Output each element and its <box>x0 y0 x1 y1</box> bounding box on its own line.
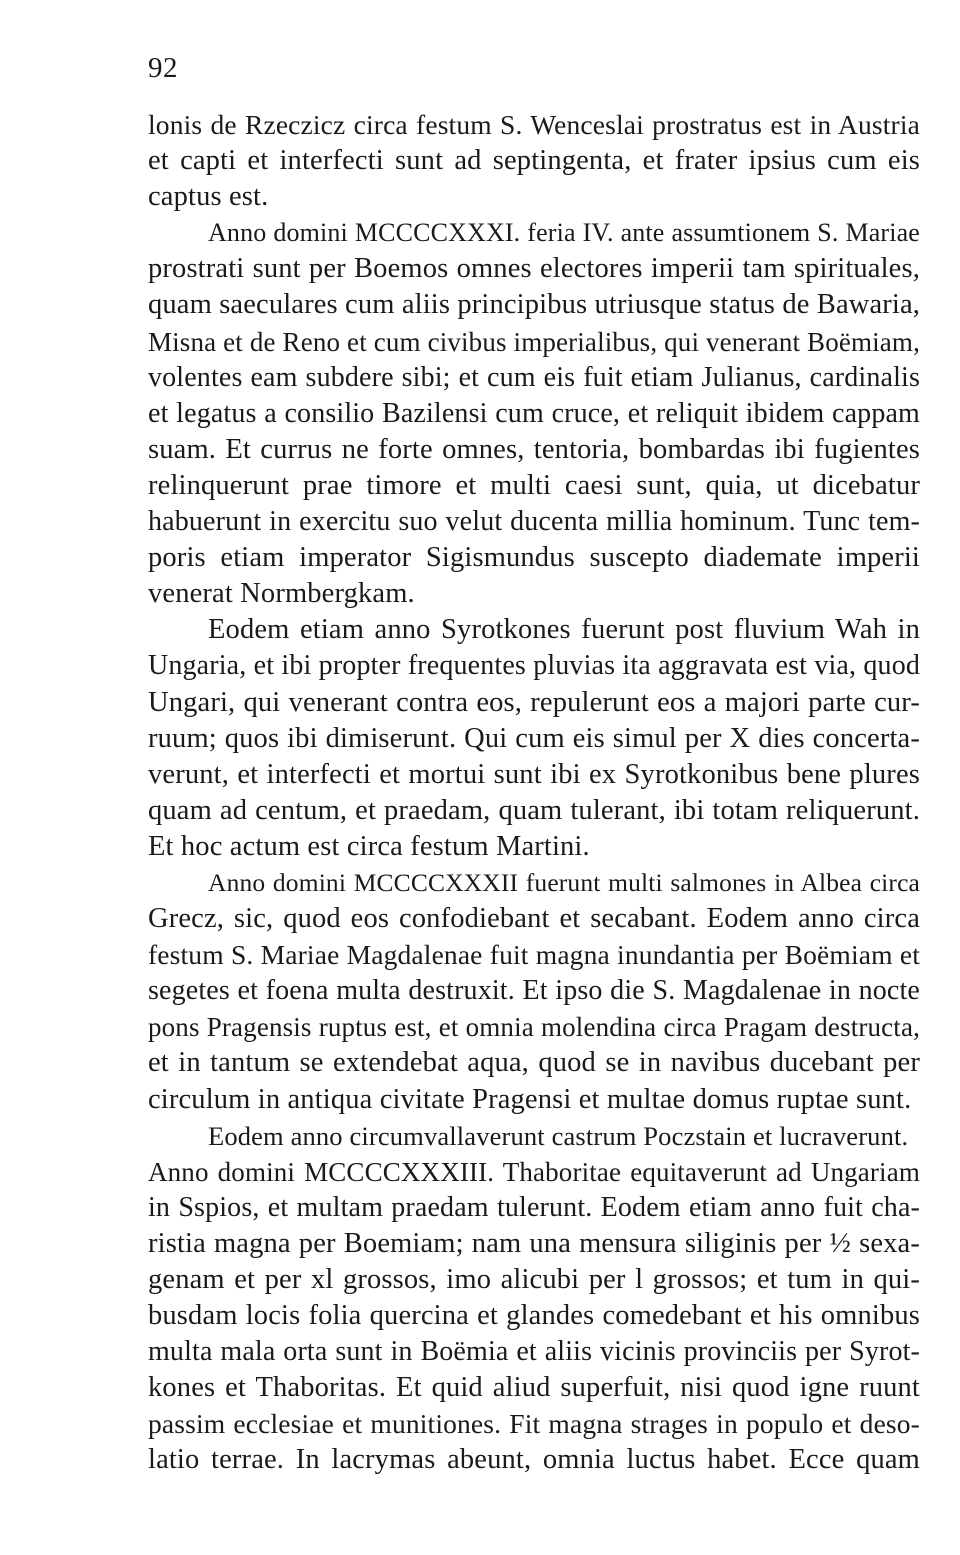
text-line: in Sspios, et multam praedam tulerunt. Eodem etiam anno fuit cha- <box>148 1191 920 1223</box>
text-line: Anno domini MCCCCXXXIII. Thaboritae equitaverunt ad Ungariam <box>148 1156 920 1187</box>
page-number: 92 <box>148 52 178 84</box>
text-line: relinquerunt prae timore et multi caesi sunt, quia, ut dicebatur <box>148 469 920 501</box>
text-line: lonis de Rzeczicz circa festum S. Wenceslai prostratus est in Austria <box>148 109 920 140</box>
text-line: poris etiam imperator Sigismundus suscepto diademate imperii <box>148 542 920 574</box>
text-line: quam saeculares cum aliis principibus utriusque status de Bawaria, <box>148 289 921 321</box>
text-line: venerat Normbergkam. <box>148 578 415 610</box>
text-line: prostrati sunt per Boemos omnes electores imperii tam spirituales, <box>148 253 920 285</box>
text-line: captus est. <box>148 181 269 213</box>
text-line: passim ecclesiae et munitiones. Fit magna strages in populo et deso- <box>148 1408 920 1440</box>
text-line: Ungari, qui venerant contra eos, repulerunt eos a majori parte cur- <box>148 686 920 718</box>
text-line: Misna et de Reno et cum civibus imperialibus, qui venerant Boëmiam, <box>148 326 920 357</box>
text-line: genam et per xl grossos, imo alicubi per l grossos; et tum in qui- <box>148 1264 920 1295</box>
text-line: et legatus a consilio Bazilensi cum cruce, et reliquit ibidem cappam <box>148 397 920 429</box>
text-line: suam. Et currus ne forte omnes, tentoria, bombardas ibi fugientes <box>148 433 920 465</box>
text-line: quam ad centum, et praedam, quam tulerant, ibi totam reliquerunt. <box>148 794 920 826</box>
text-line: ristia magna per Boemiam; nam una mensura siliginis per ½ sexa- <box>148 1227 920 1259</box>
text-line: Ungaria, et ibi propter frequentes pluvias ita aggravata est via, quod <box>148 650 920 682</box>
text-line: segetes et foena multa destruxit. Et ipso die S. Magdalenae in nocte <box>148 975 920 1007</box>
text-line: Et hoc actum est circa festum Martini. <box>148 830 590 862</box>
text-line: volentes eam subdere sibi; et cum eis fuit etiam Julianus, cardinalis <box>148 361 920 393</box>
text-line: busdam locis folia quercina et glandes comedebant et his omnibus <box>148 1300 920 1332</box>
text-line: Eodem anno circumvallaverunt castrum Poczstain et lucraverunt. <box>208 1120 909 1151</box>
text-line: ruum; quos ibi dimiserunt. Qui cum eis simul per X dies concerta- <box>148 722 920 754</box>
text-line: festum S. Mariae Magdalenae fuit magna inundantia per Boëmiam et <box>148 939 920 971</box>
text-line: habuerunt in exercitu suo velut ducenta millia hominum. Tunc tem- <box>148 506 920 538</box>
text-line: et in tantum se extendebat aqua, quod se in navibus ducebant per <box>148 1047 920 1079</box>
text-line: verunt, et interfecti et mortui sunt ibi ex Syrotkonibus bene plures <box>148 758 920 790</box>
text-line: latio terrae. In lacrymas abeunt, omnia luctus habet. Ecce quam <box>148 1444 920 1476</box>
body-text <box>148 107 920 1479</box>
text-line: Anno domini MCCCCXXXI. feria IV. ante assumtionem S. Mariae <box>208 218 920 248</box>
text-line: pons Pragensis ruptus est, et omnia molendina circa Pragam destructa, <box>148 1012 920 1043</box>
text-line: circulum in antiqua civitate Pragensi et multae domus ruptae sunt. <box>148 1083 912 1115</box>
text-line: Anno domini MCCCCXXXII fuerunt multi salmones in Albea circa <box>208 867 920 897</box>
text-line: et capti et interfecti sunt ad septingenta, et frater ipsius cum eis <box>148 145 920 177</box>
text-line: multa mala orta sunt in Boëmia et aliis vicinis provinciis per Syrot- <box>148 1336 920 1368</box>
text-line: Eodem etiam anno Syrotkones fuerunt post fluvium Wah in <box>208 614 920 646</box>
text-line: Grecz, sic, quod eos confodiebant et secabant. Eodem anno circa <box>148 903 920 935</box>
text-line: kones et Thaboritas. Et quid aliud superfuit, nisi quod igne ruunt <box>148 1372 920 1404</box>
